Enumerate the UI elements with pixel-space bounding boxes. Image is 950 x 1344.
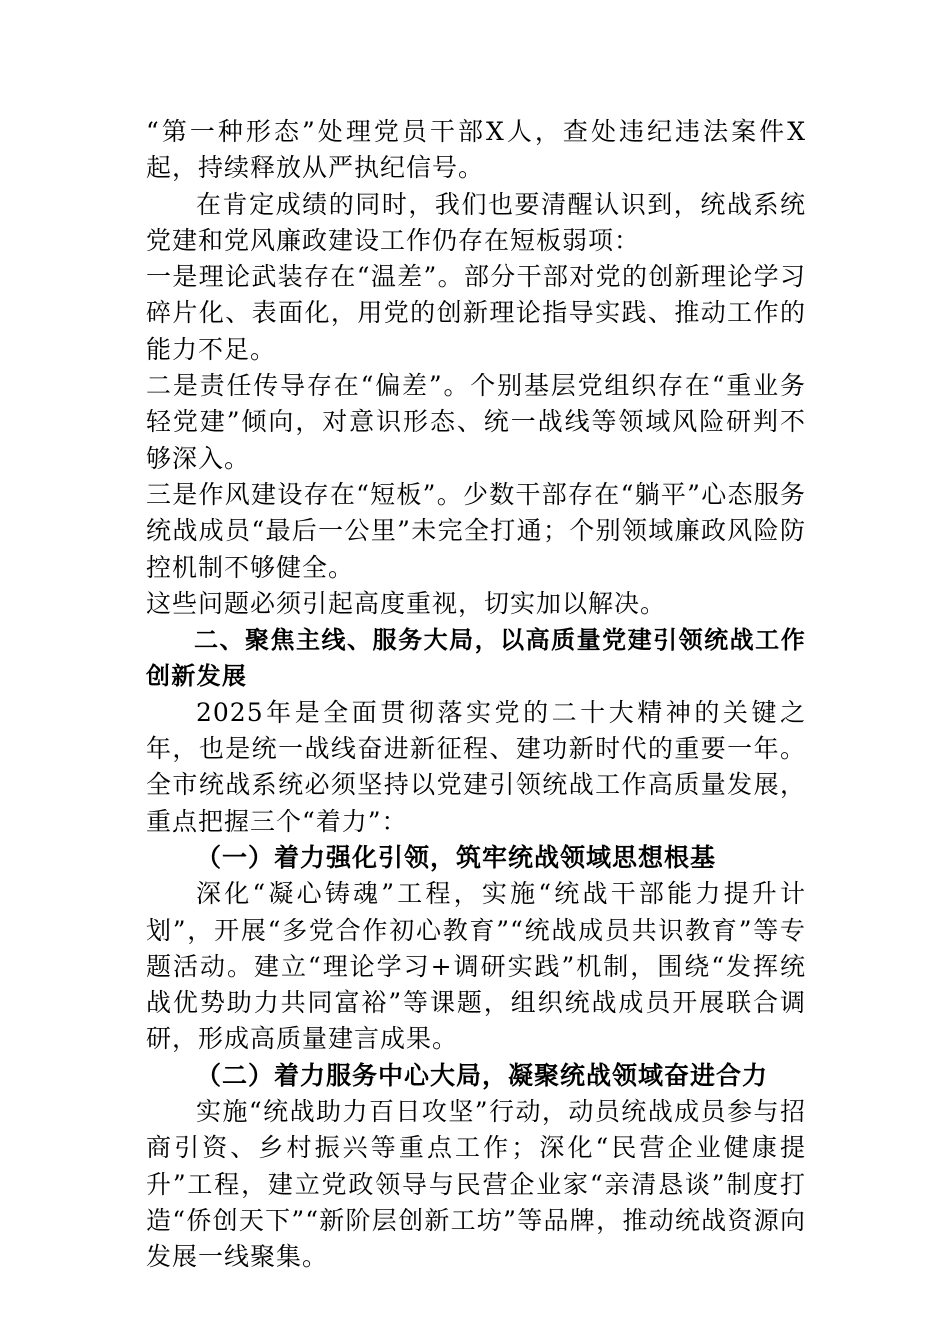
subsection-heading: （一）着力强化引领，筑牢统战领域思想根基 bbox=[196, 842, 717, 872]
problem-paragraph: 三是作风建设存在“短板”。少数干部存在“躺平”心态服务统战成员“最后一公里”未完全打通；个别领域廉政风险防控机制不够健全。 bbox=[146, 479, 806, 582]
section-heading: 二、聚焦主线、服务大局，以高质量党建引领统战工作创新发展 bbox=[146, 626, 806, 691]
body-paragraph: 这些问题必须引起高度重视，切实加以解决。 bbox=[146, 588, 667, 618]
body-paragraph: “第一种形态”处理党员干部X人，查处违纪违法案件X起，持续释放从严执纪信号。 bbox=[146, 117, 806, 183]
body-paragraph: 在肯定成绩的同时，我们也要清醒认识到，统战系统党建和党风廉政建设工作仍存在短板弱项： bbox=[146, 189, 806, 255]
subsection-heading: （二）着力服务中心大局，凝聚统战领域奋进合力 bbox=[196, 1060, 769, 1090]
body-paragraph: 实施“统战助力百日攻坚”行动，动员统战成员参与招商引资、乡村振兴等重点工作；深化“民营企业健康提升”工程，建立党政领导与民营企业家“亲清恳谈”制度打造“侨创天下”“新阶层创新工坊”等品牌，推动统战资源向发展一线聚集。 bbox=[146, 1097, 806, 1272]
document-page bbox=[146, 114, 806, 1276]
body-paragraph: 深化“凝心铸魂”工程，实施“统战干部能力提升计划”，开展“多党合作初心教育”“统战成员共识教育”等专题活动。建立“理论学习+调研实践”机制，围绕“发挥统战优势助力共同富裕”等课题，组织统战成员开展联合调研，形成高质量建言成果。 bbox=[146, 879, 806, 1054]
problem-paragraph: 二是责任传导存在“偏差”。个别基层党组织存在“重业务轻党建”倾向，对意识形态、统一战线等领域风险研判不够深入。 bbox=[146, 371, 806, 473]
body-paragraph: 2025年是全面贯彻落实党的二十大精神的关键之年，也是统一战线奋进新征程、建功新时代的重要一年。全市统战系统必须坚持以党建引领统战工作高质量发展，重点把握三个“着力”： bbox=[146, 697, 806, 836]
problem-paragraph: 一是理论武装存在“温差”。部分干部对党的创新理论学习碎片化、表面化，用党的创新理论指导实践、推动工作的能力不足。 bbox=[146, 262, 806, 364]
